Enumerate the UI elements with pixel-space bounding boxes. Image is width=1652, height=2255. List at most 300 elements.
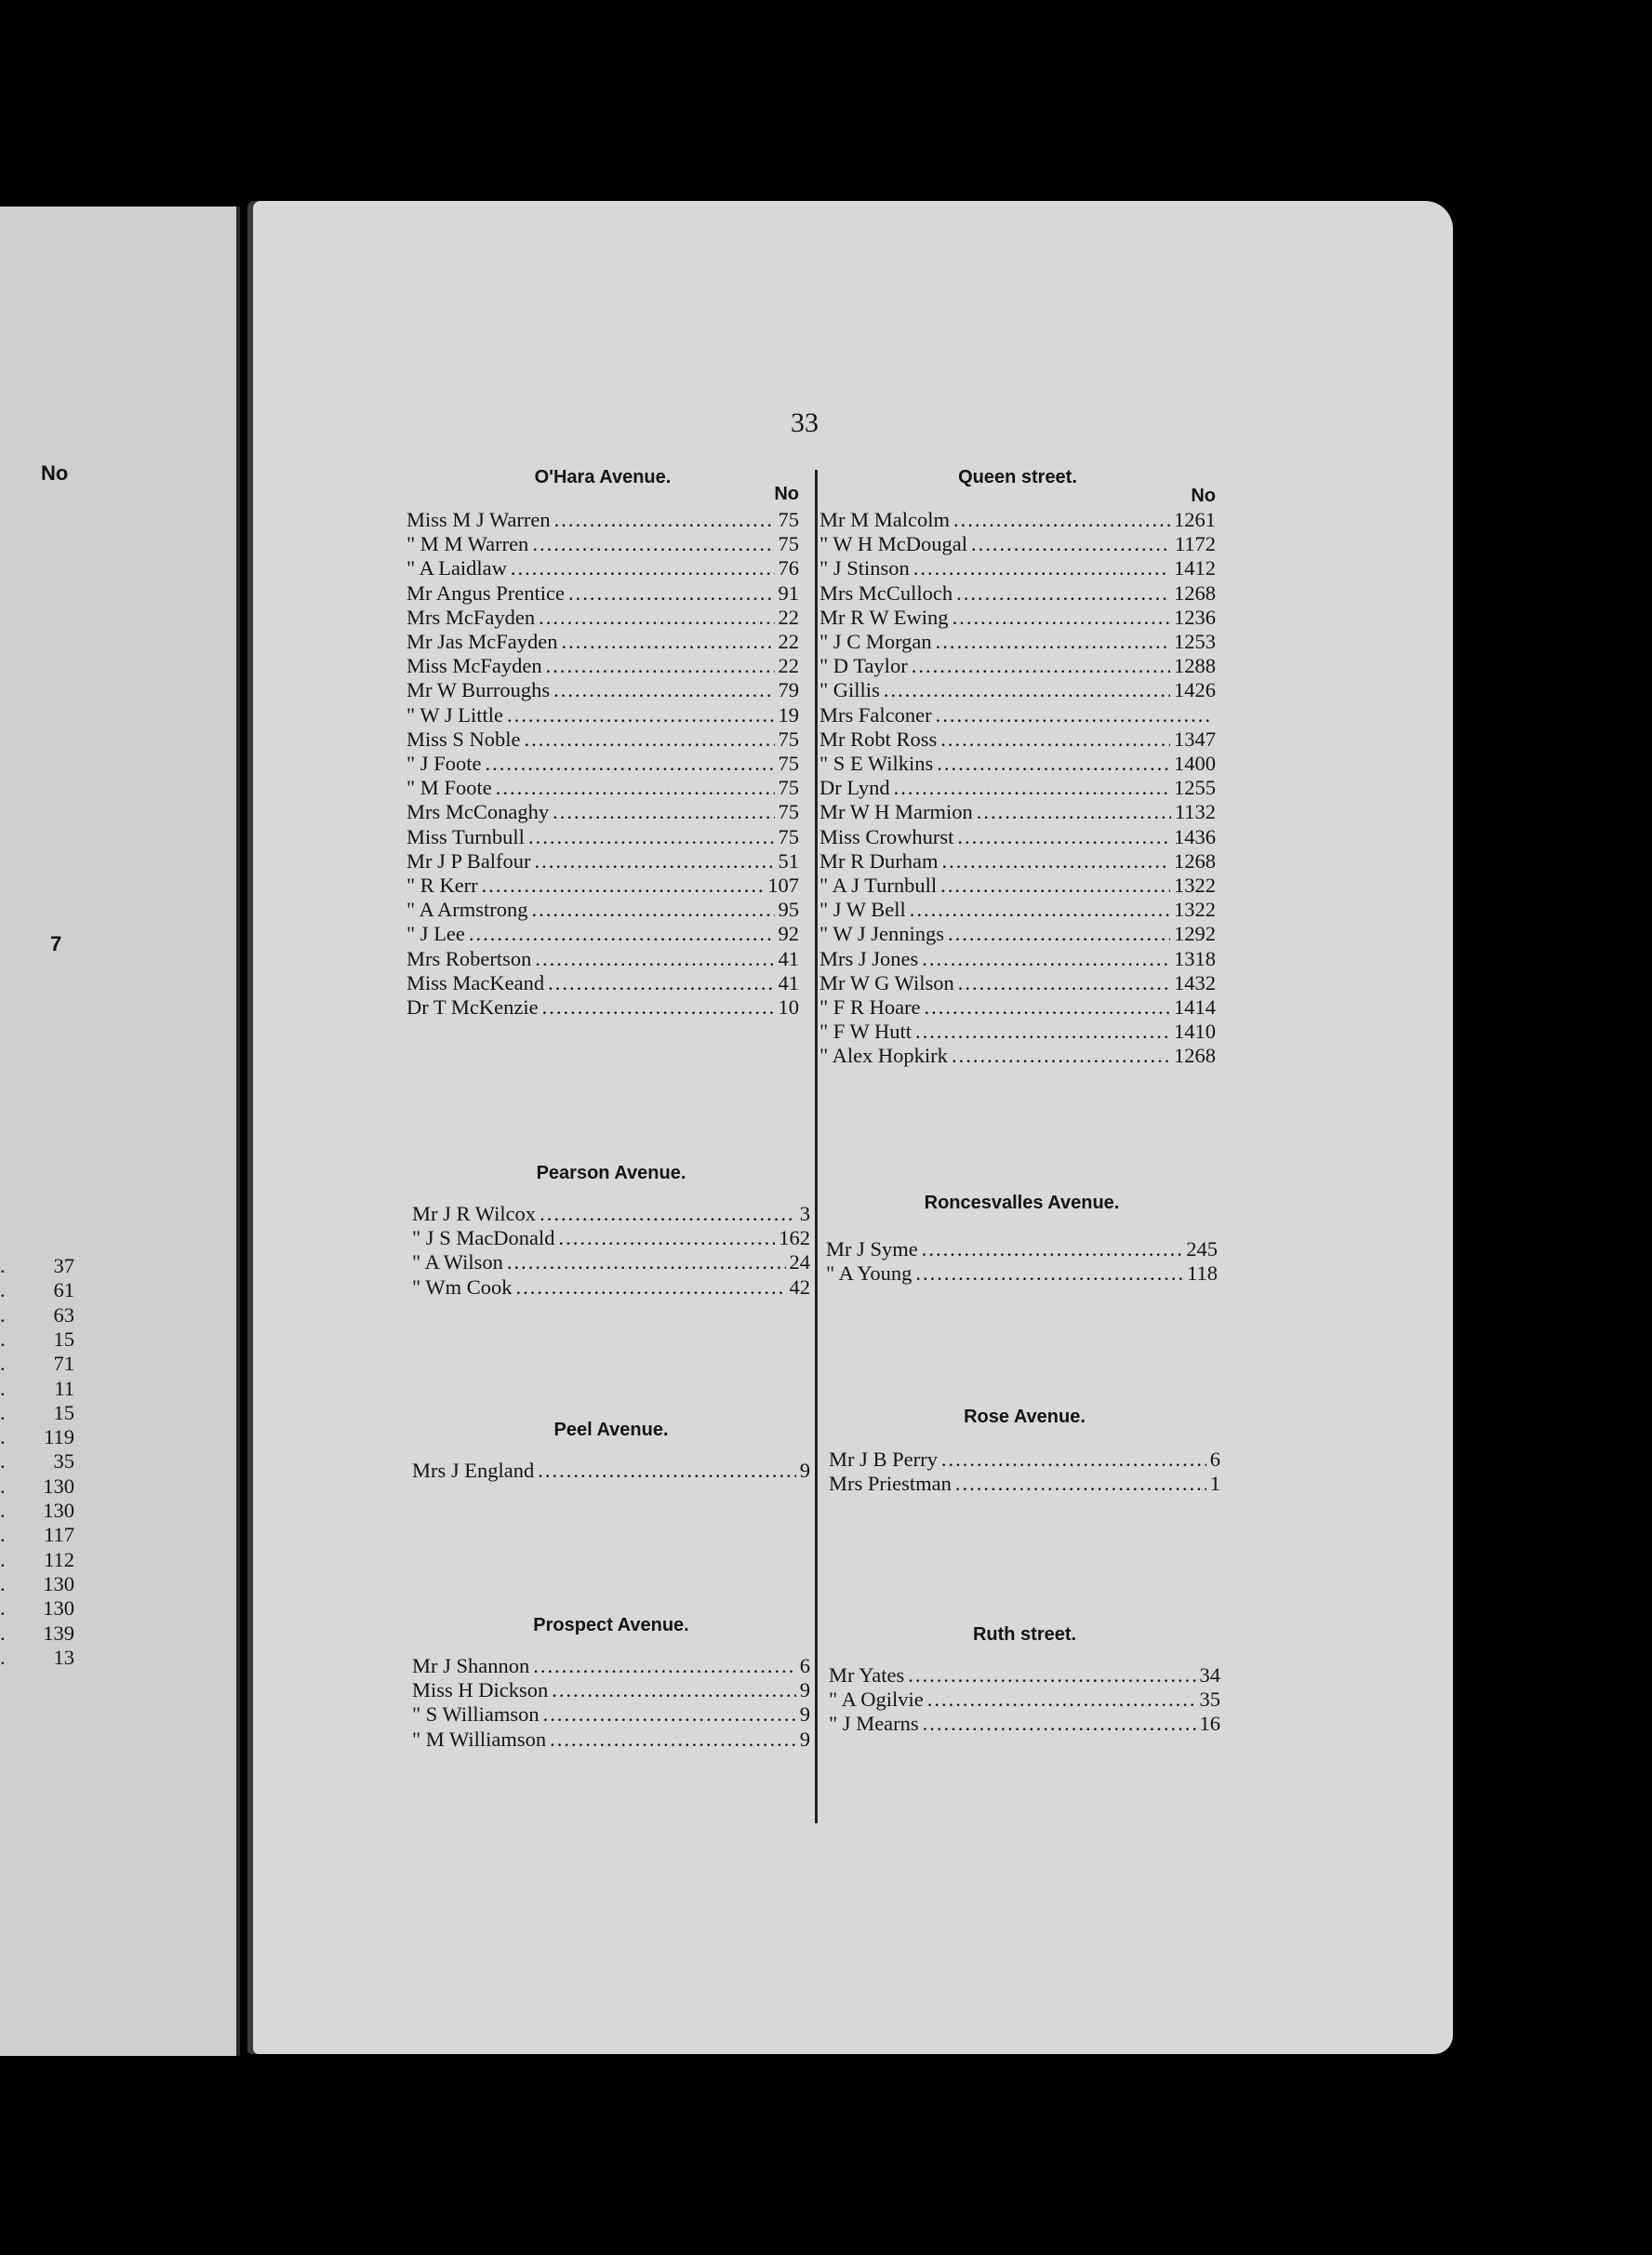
left-page-number <box>0 1352 74 1376</box>
leader-dots <box>940 727 1170 752</box>
leader-dots <box>953 508 1170 532</box>
leader-dots <box>568 581 775 606</box>
left-page-number <box>0 1499 74 1523</box>
left-page-value: 139 <box>43 1621 74 1645</box>
left-page-side-number: 7 <box>50 932 62 955</box>
entry-name: Miss S Noble <box>406 727 521 751</box>
leader-dot: . <box>0 1547 6 1571</box>
directory-entry <box>406 800 799 824</box>
entry-name: " R Kerr <box>406 874 478 897</box>
leader-dots <box>540 1202 796 1226</box>
entry-name: Mr Yates <box>829 1663 905 1687</box>
entry-number: 92 <box>778 922 799 946</box>
left-page-value: 63 <box>53 1302 74 1327</box>
section-title: O'Hara Avenue. <box>534 467 672 487</box>
leader-dots <box>908 1663 1195 1688</box>
left-page-value: 119 <box>44 1425 74 1449</box>
entry-number: 1414 <box>1174 995 1216 1019</box>
entry-number: 51 <box>778 848 799 873</box>
directory-entry <box>412 1459 810 1483</box>
entry-name: " J Mearns <box>829 1712 919 1736</box>
leader-dots <box>559 1226 776 1250</box>
entry-name: " W J Little <box>406 702 503 727</box>
directory-entry <box>819 776 1216 800</box>
directory-entry <box>829 1712 1220 1736</box>
left-page-value: 71 <box>53 1352 74 1376</box>
entry-name: Mr R W Ewing <box>819 605 949 629</box>
entry-number: 42 <box>789 1274 810 1299</box>
entry-name: " A Young <box>826 1261 913 1286</box>
directory-entry <box>406 678 799 702</box>
entry-number: 1236 <box>1174 605 1216 629</box>
entry-name: Mrs Priestman <box>829 1472 952 1496</box>
directory-entry <box>819 703 1216 727</box>
entry-number: 22 <box>778 605 799 629</box>
leader-dots <box>958 971 1170 995</box>
entry-name: Mr W Burroughs <box>406 678 551 702</box>
directory-entry <box>819 849 1216 874</box>
entry-name: Mr M Malcolm <box>819 508 950 531</box>
entry-name: " M Williamson <box>412 1727 547 1751</box>
leader-dots <box>894 776 1170 800</box>
leader-dot: . <box>0 1352 6 1376</box>
section-rose-avenue <box>829 1407 1220 1509</box>
directory-entry <box>412 1702 810 1727</box>
leader-dots <box>469 922 775 946</box>
directory-entry <box>819 800 1216 824</box>
directory-entry <box>819 556 1216 580</box>
entry-number: 162 <box>779 1226 810 1250</box>
directory-entry <box>819 581 1216 606</box>
directory-entry <box>406 703 799 727</box>
leader-dots <box>539 606 774 630</box>
left-page-number <box>0 1474 74 1499</box>
directory-entry <box>829 1472 1220 1496</box>
left-page-number <box>0 1596 74 1621</box>
left-page-value: 130 <box>43 1474 74 1498</box>
entry-number: 1436 <box>1174 824 1216 848</box>
no-column-header: No <box>774 484 799 504</box>
directory-entry <box>406 995 799 1020</box>
entry-name: Dr T McKenzie <box>406 995 539 1019</box>
leader-dots <box>915 1020 1170 1044</box>
section-title: Pearson Avenue. <box>536 1163 686 1183</box>
column-divider <box>815 470 818 1823</box>
page-number: 33 <box>791 407 819 438</box>
entry-name: Miss H Dickson <box>412 1678 549 1702</box>
directory-entry <box>406 556 799 580</box>
directory-entry <box>412 1728 810 1752</box>
leader-dots <box>552 1678 795 1702</box>
section-pearson-avenue <box>412 1163 810 1302</box>
leader-dots <box>548 971 774 995</box>
directory-entry <box>819 922 1216 946</box>
left-page-number <box>0 1254 74 1278</box>
left-page-value: 112 <box>44 1547 74 1571</box>
entry-number: 22 <box>778 630 799 653</box>
entry-name: " S E Wilkins <box>819 752 934 775</box>
leader-dots <box>922 1237 1182 1261</box>
entry-name: Mr W H Marmion <box>819 800 973 824</box>
entry-number: 1410 <box>1174 1020 1216 1044</box>
entry-name: " W J Jennings <box>819 922 944 946</box>
directory-entry <box>819 874 1216 898</box>
directory-entry <box>829 1663 1220 1688</box>
section-title: Rose Avenue. <box>964 1407 1086 1427</box>
entry-number: 1268 <box>1174 848 1216 873</box>
leader-dots <box>940 874 1170 898</box>
entry-name: " F R Hoare <box>819 995 921 1019</box>
directory-entry <box>406 630 799 654</box>
left-page-number <box>0 1621 74 1646</box>
leader-dots <box>941 1448 1206 1472</box>
leader-dots <box>511 556 775 580</box>
section-ohara-avenue <box>406 467 799 1019</box>
entry-number: 22 <box>778 654 799 678</box>
leader-dots <box>561 630 774 654</box>
leader-dots <box>977 800 1171 824</box>
left-page-number <box>0 1425 74 1449</box>
entry-number: 10 <box>778 995 799 1019</box>
leader-dots <box>535 947 774 971</box>
left-page-number <box>0 1646 74 1670</box>
entry-name: " M M Warren <box>406 532 529 556</box>
entry-name: Mr R Durham <box>819 848 939 873</box>
leader-dots <box>554 508 775 532</box>
entry-number: 9 <box>799 1727 810 1751</box>
leader-dot: . <box>0 1449 6 1474</box>
entry-number: 41 <box>778 970 799 994</box>
directory-entry <box>406 922 799 946</box>
left-page-number <box>0 1303 74 1328</box>
entry-number: 1172 <box>1174 532 1216 556</box>
entry-number: 118 <box>1187 1261 1218 1286</box>
directory-entry <box>412 1250 810 1274</box>
directory-entry <box>406 508 799 532</box>
entry-name: Mrs McConaghy <box>406 800 550 824</box>
leader-dots <box>956 581 1170 606</box>
entry-number: 9 <box>799 1702 810 1727</box>
entry-number: 16 <box>1199 1712 1220 1736</box>
entry-number: 1268 <box>1174 580 1216 605</box>
leader-dots <box>925 995 1170 1020</box>
leader-dot: . <box>0 1499 6 1522</box>
leader-dots <box>922 947 1170 971</box>
leader-dot: . <box>0 1278 6 1302</box>
leader-dots <box>957 825 1170 849</box>
entry-name: " A Ogilvie <box>829 1688 924 1712</box>
directory-entry <box>412 1275 810 1300</box>
leader-dots <box>535 849 775 874</box>
directory-entry <box>406 776 799 800</box>
directory-entry <box>412 1202 810 1226</box>
leader-dots <box>915 1261 1183 1286</box>
section-peel-avenue <box>412 1420 810 1494</box>
leader-dots <box>948 922 1170 946</box>
leader-dots <box>953 606 1170 630</box>
entry-name: " Gillis <box>819 678 880 702</box>
section-title: Peel Avenue. <box>553 1420 669 1440</box>
leader-dot: . <box>0 1571 6 1595</box>
no-column-header: No <box>1191 486 1216 506</box>
entry-number: 41 <box>778 946 799 970</box>
leader-dots <box>538 1459 796 1483</box>
leader-dots <box>553 678 774 702</box>
entry-number: 1255 <box>1174 776 1216 800</box>
entry-number: 24 <box>789 1250 810 1274</box>
left-page-number <box>0 1523 74 1547</box>
entry-name: Mrs McFayden <box>406 605 536 629</box>
entry-name: Miss M J Warren <box>406 508 551 531</box>
entry-name: Mr J Syme <box>826 1237 918 1261</box>
leader-dot: . <box>0 1376 6 1400</box>
entry-name: " W H McDougal <box>819 532 967 556</box>
entry-number: 75 <box>778 508 799 531</box>
leader-dots <box>525 727 775 752</box>
entry-name: " Wm Cook <box>412 1274 513 1299</box>
entry-number: 9 <box>799 1678 810 1702</box>
leader-dots <box>884 678 1170 702</box>
leader-dots <box>482 874 765 898</box>
directory-entry <box>819 606 1216 630</box>
entry-name: Mrs J Jones <box>819 946 919 970</box>
directory-entry <box>406 727 799 752</box>
entry-name: " D Taylor <box>819 654 908 678</box>
entry-number: 75 <box>778 727 799 751</box>
entry-number: 1261 <box>1174 508 1216 531</box>
section-prospect-avenue <box>412 1615 810 1764</box>
entry-number: 9 <box>799 1459 810 1482</box>
entry-name: " A Laidlaw <box>406 556 507 580</box>
left-page-value: 117 <box>44 1523 74 1547</box>
directory-entry <box>406 947 799 971</box>
directory-entry <box>819 825 1216 849</box>
left-page-value: 130 <box>43 1596 74 1621</box>
entry-name: " A J Turnbull <box>819 874 938 897</box>
directory-entry <box>406 825 799 849</box>
directory-entry <box>412 1678 810 1702</box>
left-page-number <box>0 1278 74 1302</box>
directory-entry <box>819 508 1216 532</box>
leader-dots <box>936 703 1212 727</box>
left-page-value: 130 <box>43 1499 74 1522</box>
directory-entry <box>826 1237 1218 1261</box>
directory-entry <box>826 1261 1218 1286</box>
leader-dots <box>546 654 775 678</box>
leader-dots <box>531 898 774 922</box>
entry-name: Mr J B Perry <box>829 1448 938 1471</box>
leader-dots <box>485 752 774 776</box>
entry-number: 1432 <box>1174 970 1216 994</box>
entry-number: 1132 <box>1174 800 1216 824</box>
leader-dots <box>542 995 775 1020</box>
left-page-number <box>0 1572 74 1596</box>
entry-number: 6 <box>799 1654 810 1677</box>
directory-entry <box>829 1448 1220 1472</box>
entry-name: " M Foote <box>406 776 492 800</box>
entry-number: 79 <box>778 678 799 702</box>
entry-name: Mr J P Balfour <box>406 848 531 873</box>
leader-dot: . <box>0 1474 6 1498</box>
directory-entry <box>819 1020 1216 1044</box>
directory-entry <box>406 874 799 898</box>
directory-entry <box>406 532 799 556</box>
directory-entry <box>819 654 1216 678</box>
entry-name: " Alex Hopkirk <box>819 1044 948 1068</box>
leader-dots <box>543 1702 796 1727</box>
leader-dots <box>550 1728 796 1752</box>
entry-number: 107 <box>767 874 799 897</box>
entry-number: 75 <box>778 800 799 824</box>
entry-name: Mrs Robertson <box>406 946 532 970</box>
directory-entry <box>412 1226 810 1250</box>
leader-dots <box>507 1250 786 1274</box>
entry-name: " J Stinson <box>819 556 910 580</box>
entry-number: 1 <box>1209 1472 1220 1496</box>
entry-name: " J Lee <box>406 922 465 946</box>
entry-number: 1292 <box>1174 922 1216 946</box>
leader-dots <box>516 1275 786 1300</box>
left-page-value: 61 <box>53 1278 74 1302</box>
leader-dots <box>528 825 775 849</box>
entry-number: 76 <box>778 556 799 580</box>
directory-entry <box>406 606 799 630</box>
leader-dots <box>912 654 1170 678</box>
directory-entry <box>412 1654 810 1678</box>
section-title: Queen street. <box>958 467 1077 487</box>
left-page <box>0 207 240 2056</box>
left-page-no-header: No <box>41 461 69 485</box>
left-page-number <box>0 1377 74 1401</box>
entry-name: Miss Turnbull <box>406 824 525 848</box>
directory-entry <box>819 727 1216 752</box>
directory-entry <box>829 1688 1220 1712</box>
entry-name: " A Wilson <box>412 1250 503 1274</box>
entry-number: 1318 <box>1174 946 1216 970</box>
entry-name: Miss McFayden <box>406 654 542 678</box>
leader-dot: . <box>0 1302 6 1327</box>
directory-entry <box>406 654 799 678</box>
entry-number: 75 <box>778 532 799 556</box>
directory-entry <box>819 898 1216 922</box>
section-title: Prospect Avenue. <box>533 1615 689 1635</box>
leader-dots <box>533 1654 795 1678</box>
directory-entry <box>819 630 1216 654</box>
entry-name: " F W Hutt <box>819 1020 912 1044</box>
leader-dot: . <box>0 1254 6 1277</box>
left-page-value: 15 <box>53 1327 74 1351</box>
entry-name: " A Armstrong <box>406 898 528 922</box>
leader-dots <box>553 800 774 824</box>
directory-entry <box>819 995 1216 1020</box>
leader-dot: . <box>0 1523 6 1547</box>
entry-number: 34 <box>1199 1663 1220 1687</box>
entry-name: Dr Lynd <box>819 776 890 800</box>
left-page-number <box>0 1401 74 1425</box>
entry-name: Miss Crowhurst <box>819 824 954 848</box>
entry-number: 75 <box>778 824 799 848</box>
entry-number: 75 <box>778 752 799 775</box>
entry-name: Mr Robt Ross <box>819 727 938 751</box>
directory-entry <box>406 581 799 606</box>
leader-dots <box>923 1712 1196 1736</box>
directory-entry <box>406 971 799 995</box>
entry-name: Miss MacKeand <box>406 970 545 994</box>
entry-name: " J W Bell <box>819 898 906 922</box>
entry-number: 1400 <box>1174 752 1216 775</box>
entry-name: " J Foote <box>406 752 482 775</box>
directory-entry <box>406 898 799 922</box>
entry-number: 1322 <box>1174 874 1216 897</box>
entry-name: Mrs Falconer <box>819 702 932 727</box>
leader-dots <box>955 1472 1206 1496</box>
leader-dots <box>532 532 774 556</box>
left-page-value: 13 <box>53 1645 74 1669</box>
entry-number: 1268 <box>1174 1044 1216 1068</box>
entry-number: 1253 <box>1174 630 1216 653</box>
left-page-value: 37 <box>53 1254 74 1277</box>
leader-dot: . <box>0 1425 6 1449</box>
leader-dot: . <box>0 1327 6 1351</box>
entry-number: 91 <box>778 580 799 605</box>
leader-dots <box>927 1688 1196 1712</box>
entry-number: 1347 <box>1174 727 1216 751</box>
entry-number: 1322 <box>1174 898 1216 922</box>
leader-dots <box>936 630 1170 654</box>
entry-name: Mr Jas McFayden <box>406 630 558 653</box>
entry-name: " J C Morgan <box>819 630 932 653</box>
directory-entry <box>819 971 1216 995</box>
entry-name: Mr W G Wilson <box>819 970 954 994</box>
left-page-value: 35 <box>53 1449 74 1474</box>
directory-entry <box>819 678 1216 702</box>
section-title: Roncesvalles Avenue. <box>924 1193 1120 1213</box>
leader-dots <box>507 703 775 727</box>
directory-entry <box>819 947 1216 971</box>
left-page-value: 11 <box>54 1376 74 1400</box>
leader-dots <box>971 532 1171 556</box>
entry-name: Mr J R Wilcox <box>412 1202 537 1225</box>
leader-dots <box>942 849 1171 874</box>
leader-dot: . <box>0 1621 6 1645</box>
entry-name: Mr J Shannon <box>412 1654 530 1677</box>
leader-dots <box>910 898 1170 922</box>
entry-number: 1426 <box>1174 678 1216 702</box>
entry-name: Mr Angus Prentice <box>406 580 565 605</box>
leader-dot: . <box>0 1400 6 1424</box>
leader-dots <box>937 752 1170 776</box>
leader-dot: . <box>0 1645 6 1669</box>
left-page-number <box>0 1328 74 1352</box>
entry-name: Mrs J England <box>412 1459 535 1482</box>
entry-number: 19 <box>778 702 799 727</box>
directory-entry <box>819 532 1216 556</box>
section-queen-street <box>819 467 1216 1072</box>
directory-entry <box>819 1044 1216 1068</box>
directory-entry <box>406 849 799 874</box>
entry-number: 95 <box>778 898 799 922</box>
entry-name: Mrs McCulloch <box>819 580 953 605</box>
entry-name: " S Williamson <box>412 1702 540 1727</box>
left-page-number <box>0 1548 74 1572</box>
entry-number: 1412 <box>1174 556 1216 580</box>
entry-number: 245 <box>1186 1237 1218 1261</box>
entry-number: 35 <box>1199 1688 1220 1712</box>
section-roncesvalles-avenue <box>826 1193 1218 1295</box>
section-title: Ruth street. <box>972 1624 1077 1645</box>
directory-entry <box>819 752 1216 776</box>
leader-dots <box>913 556 1170 580</box>
